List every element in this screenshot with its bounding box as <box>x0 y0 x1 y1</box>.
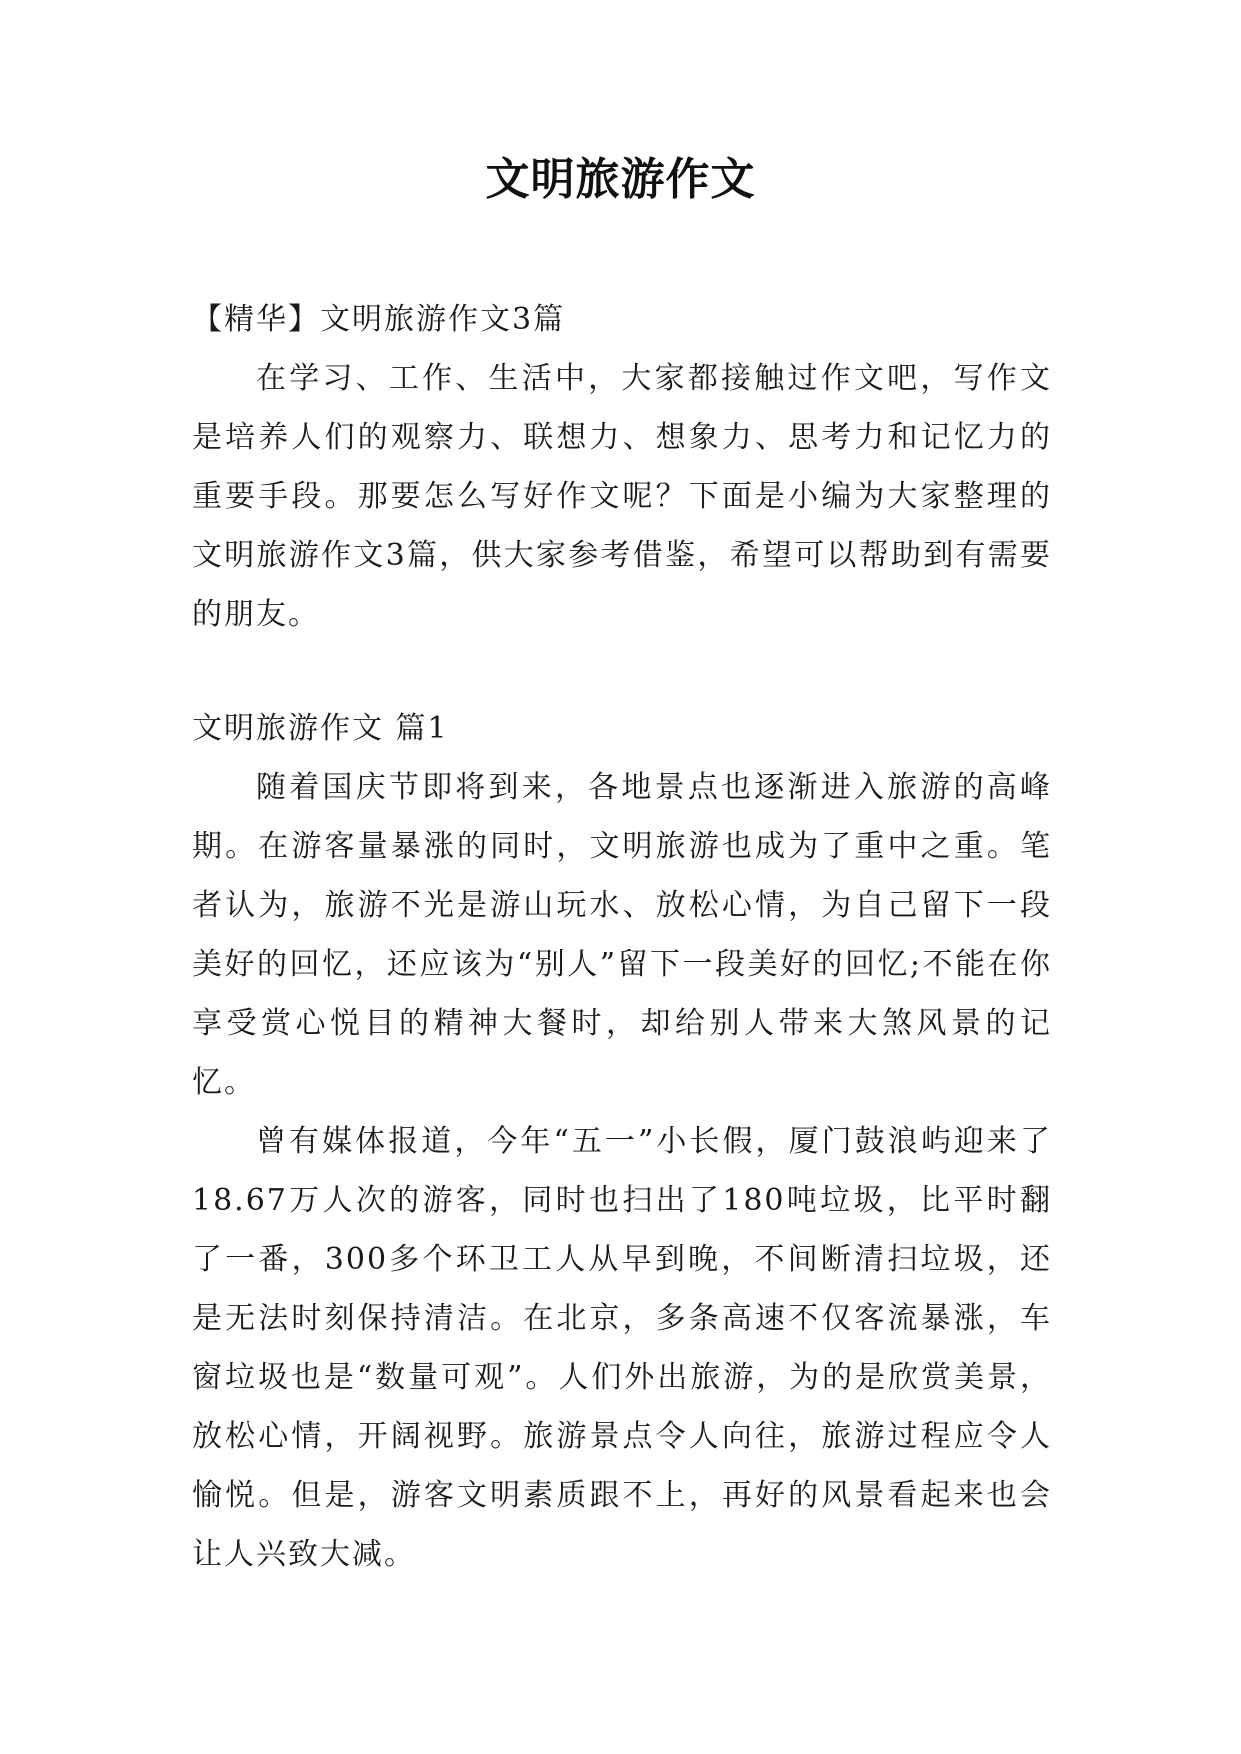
document-subtitle: 【精华】文明旅游作文3篇 <box>192 302 566 337</box>
section-heading: 文明旅游作文 篇1 <box>192 711 449 746</box>
body-paragraph: 随着国庆节即将到来，各地景点也逐渐进入旅游的高峰期。在游客量暴涨的同时，文明旅游也成为了重中之重。笔者认为，旅游不光是游山玩水、放松心情，为自己留下一段美好的回忆，还应该为“别人”留下一段美好的回忆;不能在你享受赏心悦目的精神大餐时，却给别人带来大煞风景的记忆。 <box>192 770 1052 1100</box>
document-title: 文明旅游作文 <box>485 154 756 205</box>
document-body <box>192 290 1052 1584</box>
intro-paragraph: 在学习、工作、生活中，大家都接触过作文吧，写作文是培养人们的观察力、联想力、想象力、思考力和记忆力的重要手段。那要怎么写好作文呢？下面是小编为大家整理的文明旅游作文3篇，供大家参考借鉴，希望可以帮助到有需要的朋友。 <box>192 361 1052 632</box>
body-paragraph: 曾有媒体报道，今年“五一”小长假，厦门鼓浪屿迎来了18.67万人次的游客，同时也扫出了180吨垃圾，比平时翻了一番，300多个环卫工人从早到晚，不间断清扫垃圾，还是无法时刻保持清洁。在北京，多条高速不仅客流暴涨，车窗垃圾也是“数量可观”。人们外出旅游，为的是欣赏美景，放松心情，开阔视野。旅游景点令人向往，旅游过程应令人愉悦。但是，游客文明素质跟不上，再好的风景看起来也会让人兴致大减。 <box>192 1124 1052 1572</box>
